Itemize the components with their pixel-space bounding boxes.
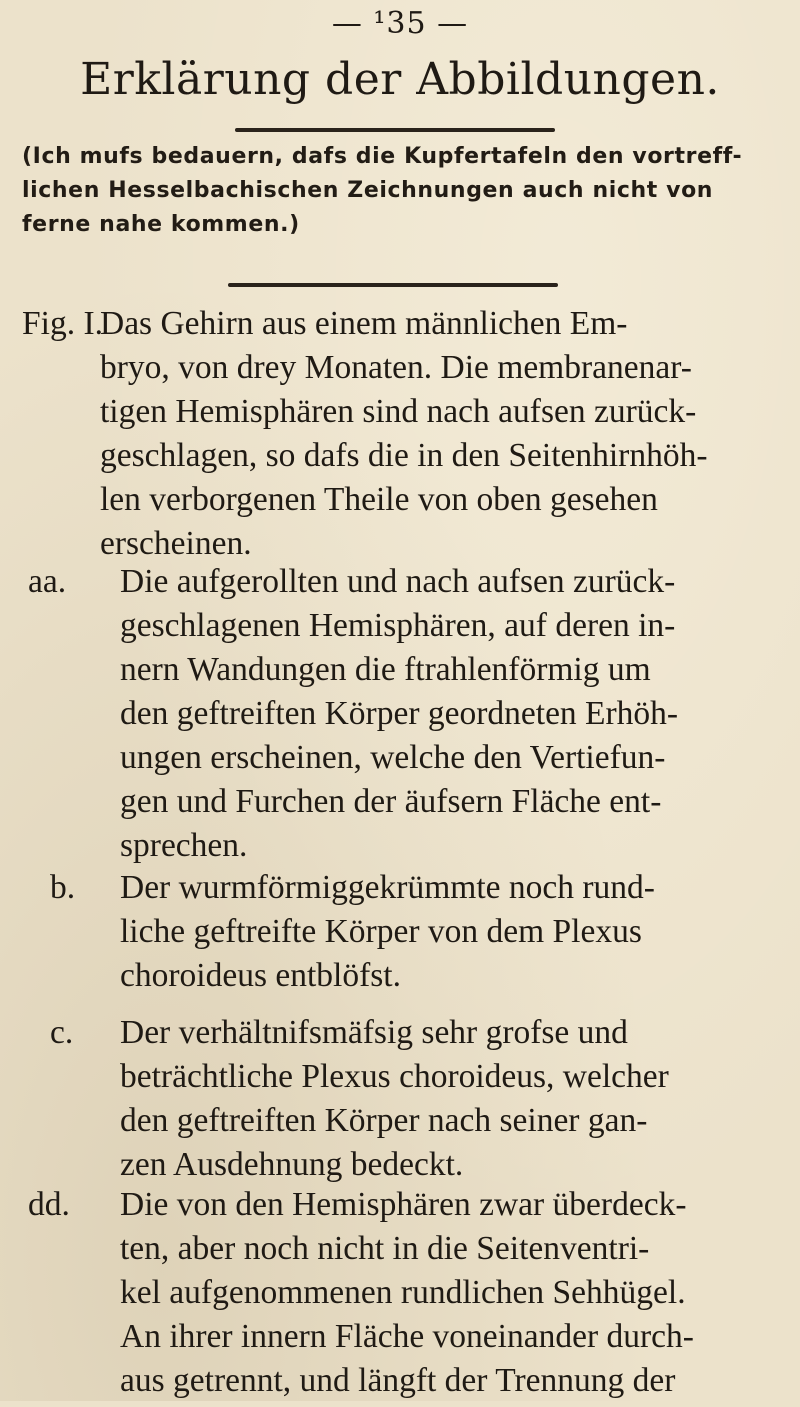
entry-line: bryo, von drey Monaten. Die membranenar- — [100, 349, 692, 386]
page-number: — ¹35 — — [331, 6, 469, 41]
entry-line: An ihrer innern Fläche voneinander durch- — [120, 1318, 694, 1355]
entry-line: ten, aber noch nicht in die Seitenventri- — [120, 1230, 650, 1267]
entry-line: geschlagen, so dafs die in den Seitenhirnhöh- — [100, 437, 708, 474]
note-line: (Ich mufs bedauern, dafs die Kupfertafeln den vortreff- — [22, 144, 743, 169]
translator-note — [22, 140, 787, 242]
entry-line: erscheinen. — [100, 525, 252, 562]
entry-label: b. — [50, 869, 76, 906]
entry-line: den geftreiften Körper geordneten Erhöh- — [120, 695, 679, 732]
entry-line: Der verhältnifsmäfsig sehr grofse und — [120, 1014, 628, 1051]
title-divider — [235, 128, 555, 132]
entry-line: Das Gehirn aus einem männlichen Em- — [100, 305, 628, 342]
entry-line: geschlagenen Hemisphären, auf deren in- — [120, 607, 676, 644]
entry-line: beträchtliche Plexus choroideus, welcher — [120, 1058, 669, 1095]
entry-label: aa. — [28, 563, 67, 600]
entry-label: c. — [50, 1014, 74, 1051]
note-line: ferne nahe kommen.) — [22, 212, 300, 237]
entry-b — [22, 866, 792, 1002]
entry-line: aus getrennt, und längft der Trennung der — [120, 1362, 676, 1399]
entry-dd — [22, 1183, 792, 1407]
entry-aa — [22, 560, 792, 872]
note-line: lichen Hesselbachischen Zeichnungen auch nicht von — [22, 178, 714, 203]
entry-line: Die aufgerollten und nach aufsen zurück- — [120, 563, 676, 600]
entry-line: den geftreiften Körper nach seiner gan- — [120, 1102, 648, 1139]
entry-line: Die von den Hemisphären zwar überdeck- — [120, 1186, 687, 1223]
entry-line: gen und Furchen der äufsern Fläche ent- — [120, 783, 662, 820]
note-divider — [228, 283, 558, 287]
entry-line: zen Ausdehnung bedeckt. — [120, 1146, 464, 1183]
entry-line: sprechen. — [120, 827, 248, 864]
entry-line: ungen erscheinen, welche den Vertiefun- — [120, 739, 666, 776]
entry-label: Fig. I. — [22, 305, 103, 342]
entry-line: tigen Hemisphären sind nach aufsen zurück- — [100, 393, 697, 430]
entry-label: dd. — [28, 1186, 70, 1223]
entry-line: liche geftreifte Körper von dem Plexus — [120, 913, 642, 950]
entry-line: kel aufgenommenen rundlichen Sehhügel. — [120, 1274, 686, 1311]
entry-fig-1 — [22, 302, 792, 570]
entry-line: nern Wandungen die ftrahlenförmig um — [120, 651, 651, 688]
entry-c — [22, 1011, 792, 1191]
entry-line: len verborgenen Theile von oben gesehen — [100, 481, 658, 518]
entry-line: choroideus entblöfst. — [120, 957, 401, 994]
page-title: Erklärung der Abbildungen. — [80, 54, 720, 105]
entry-line: Der wurmförmiggekrümmte noch rund- — [120, 869, 655, 906]
